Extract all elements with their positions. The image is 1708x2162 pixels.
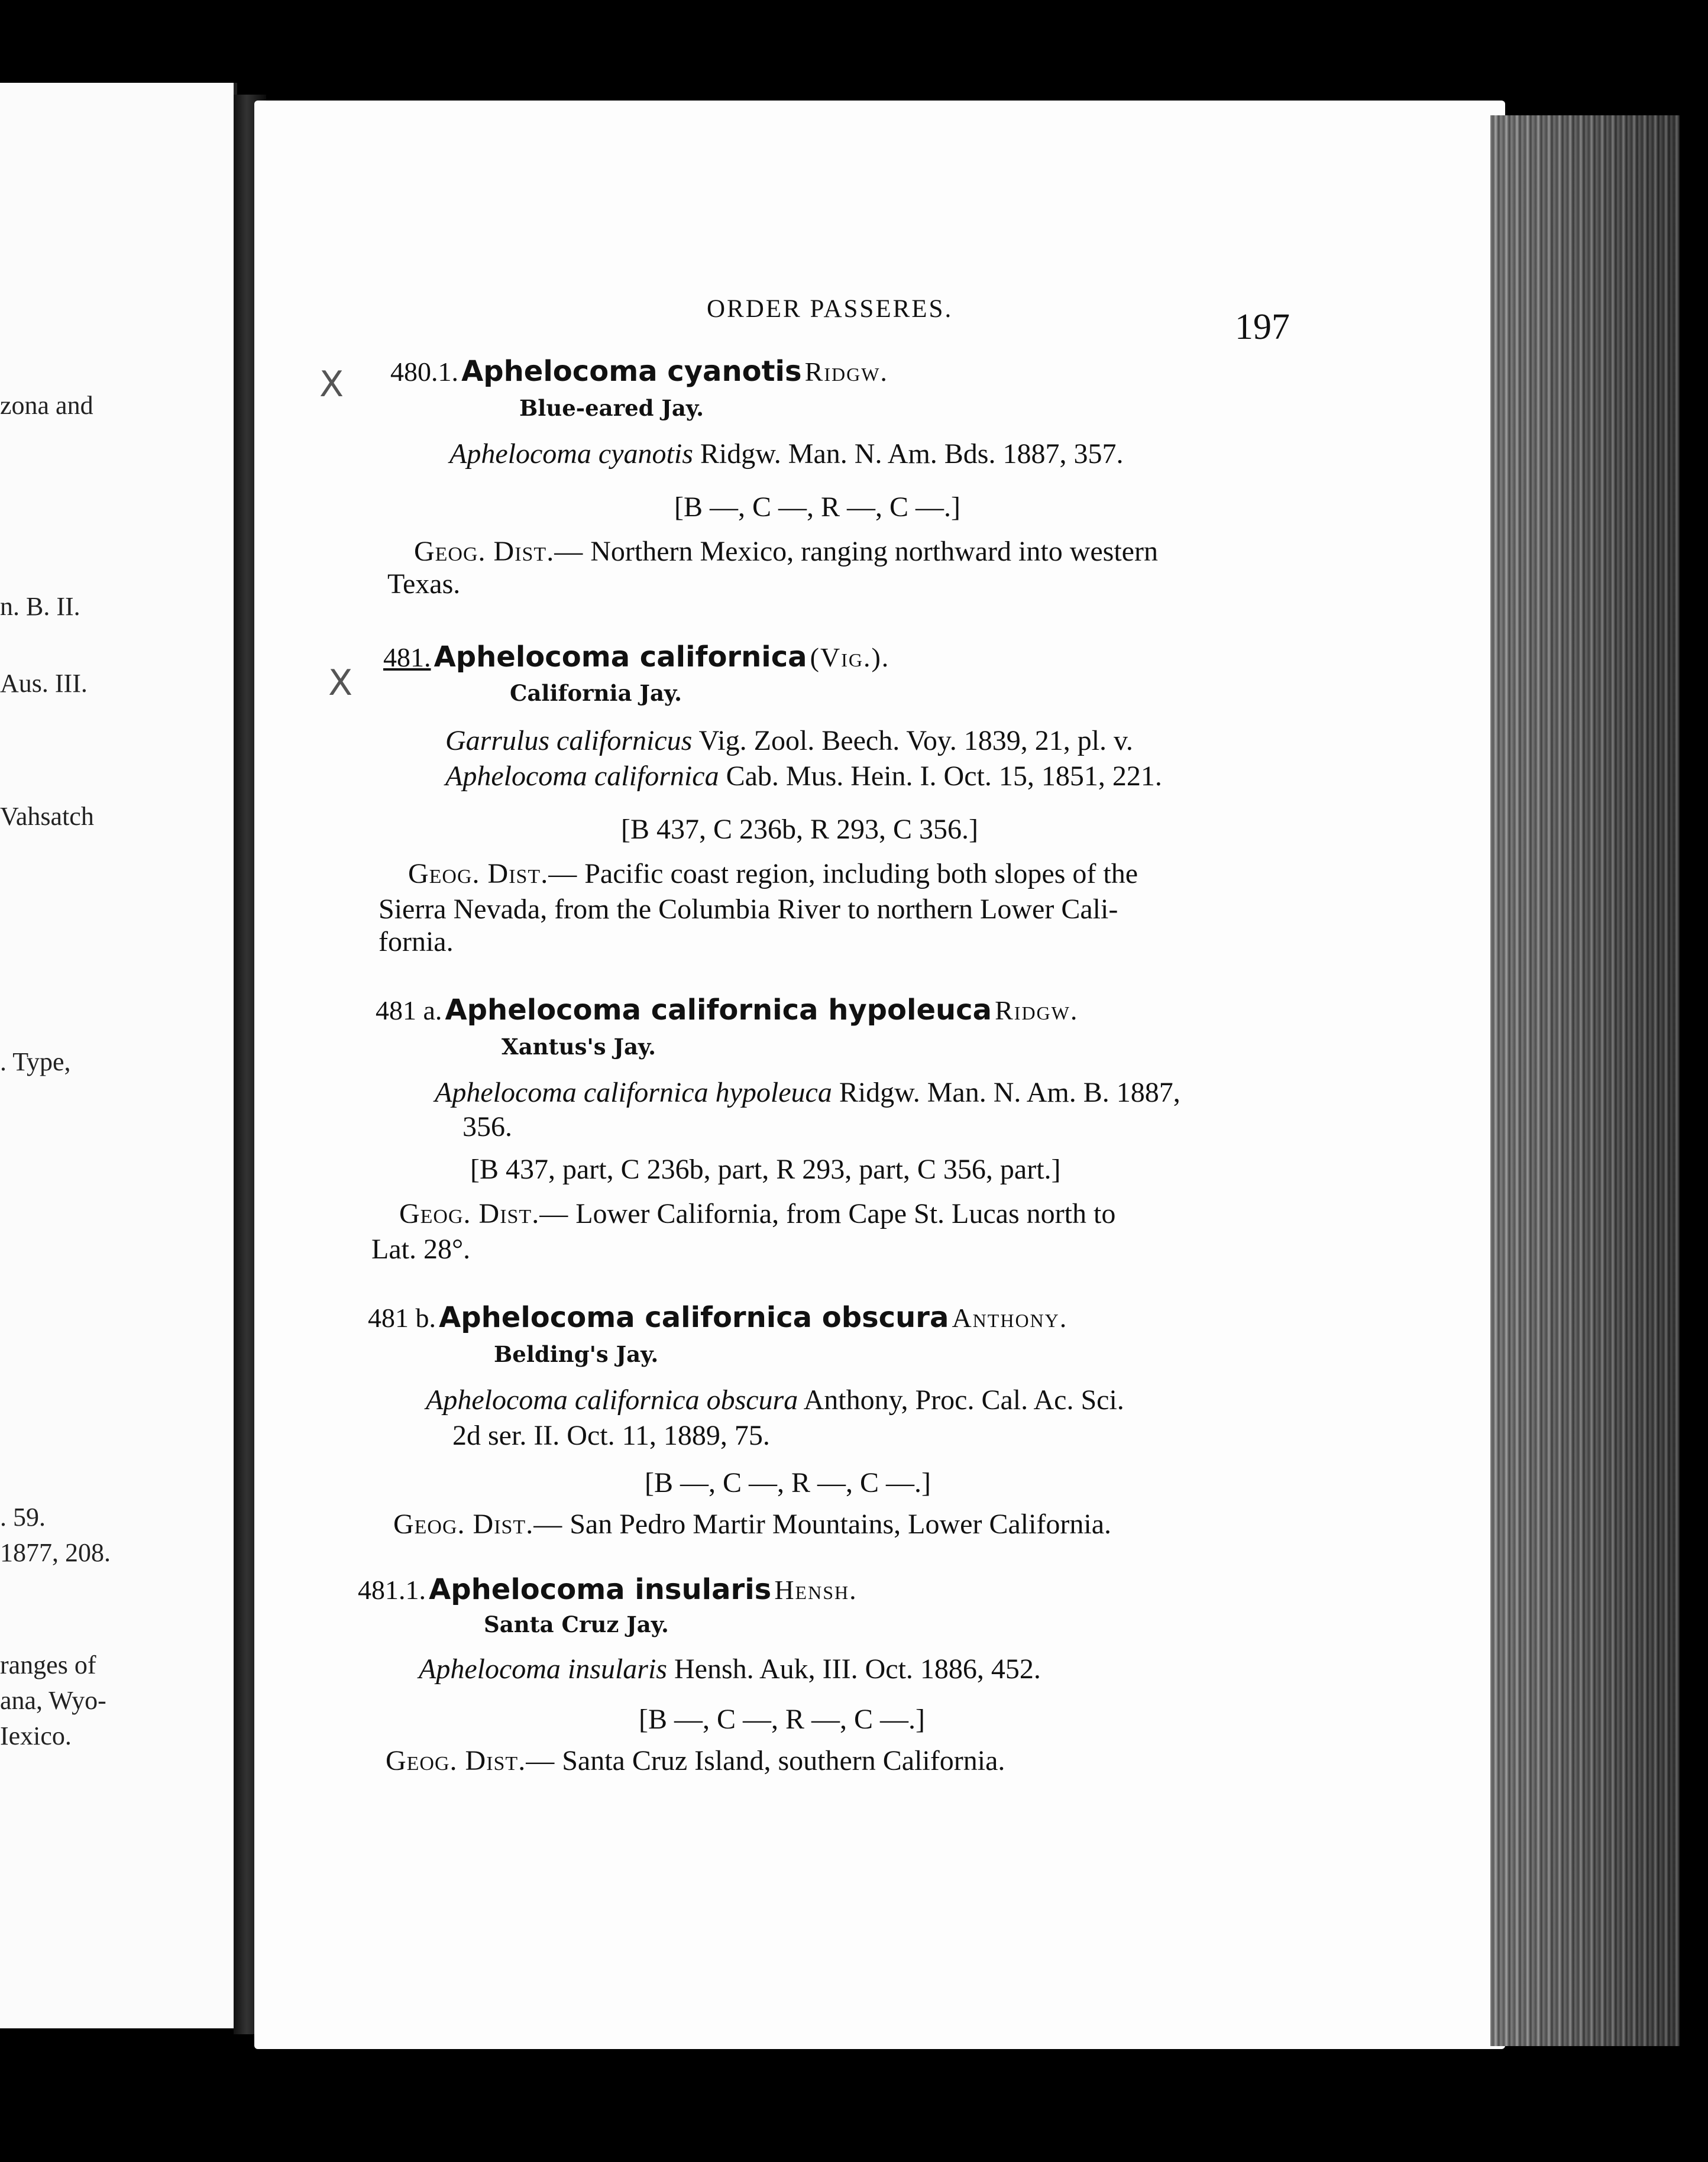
scientific-name: Aphelocoma californica hypoleuca	[445, 993, 992, 1027]
distribution-line: Sierra Nevada, from the Columbia River to northern Lower Cali-	[379, 894, 1118, 925]
margin-x-mark: X	[328, 662, 353, 704]
running-title: ORDER PASSERES.	[707, 295, 953, 323]
left-page-fragment: . 59.	[0, 1503, 46, 1532]
reference-line	[435, 1076, 1180, 1109]
scientific-name: Aphelocoma cyanotis	[461, 355, 802, 388]
reference-continuation: 356.	[462, 1111, 512, 1143]
reference-name: Aphelocoma insularis	[419, 1653, 667, 1685]
page-edges-shade	[1490, 115, 1680, 2046]
distribution-line: Geog. Dist.— San Pedro Martir Mountains, Lower California.	[393, 1509, 1112, 1540]
left-page-fragment: . Type,	[0, 1047, 71, 1076]
scientific-name: Aphelocoma californica	[434, 640, 807, 674]
catalog-codes: [B 437, part, C 236b, part, R 293, part, C 356, part.]	[470, 1154, 1061, 1185]
reference-line	[419, 1653, 1041, 1685]
distribution-label: Geog. Dist.—	[399, 1198, 569, 1229]
distribution-label: Geog. Dist.—	[386, 1745, 555, 1776]
distribution-label: Geog. Dist.—	[393, 1509, 563, 1540]
distribution-line: Lat. 28°.	[371, 1234, 471, 1265]
species-author: (Vig.).	[810, 642, 890, 672]
species-heading	[383, 640, 889, 674]
margin-x-mark: X	[319, 364, 344, 405]
common-name: Blue-eared Jay.	[519, 395, 704, 421]
distribution-line: Geog. Dist.— Lower California, from Cape St. Lucas north to	[399, 1198, 1116, 1229]
scientific-name: Aphelocoma californica obscura	[439, 1301, 949, 1334]
reference-citation: Cab. Mus. Hein. I. Oct. 15, 1851, 221.	[726, 760, 1162, 792]
reference-continuation: 2d ser. II. Oct. 11, 1889, 75.	[452, 1420, 770, 1451]
reference-line	[445, 724, 1133, 757]
reference-citation: Vig. Zool. Beech. Voy. 1839, 21, pl. v.	[698, 725, 1133, 756]
species-author: Hensh.	[774, 1575, 858, 1605]
distribution-line: Texas.	[387, 568, 461, 600]
distribution-line: fornia.	[379, 926, 454, 957]
distribution-line: Geog. Dist.— Santa Cruz Island, southern California.	[386, 1745, 1005, 1776]
catalog-codes: [B —, C —, R —, C —.]	[639, 1704, 926, 1735]
left-page-fragment: Vahsatch	[0, 802, 94, 831]
species-heading	[368, 1301, 1068, 1334]
catalog-codes: [B —, C —, R —, C —.]	[645, 1467, 931, 1498]
catalog-codes: [B 437, C 236b, R 293, C 356.]	[621, 814, 979, 845]
entry-number: 481 a.	[376, 995, 442, 1025]
entry-number: 481 b.	[368, 1303, 436, 1333]
species-author: Ridgw.	[804, 357, 888, 387]
left-facing-page	[0, 83, 237, 2028]
reference-line	[449, 438, 1123, 470]
page-number: 197	[1235, 307, 1290, 347]
catalog-codes: [B —, C —, R —, C —.]	[674, 491, 961, 523]
distribution-label: Geog. Dist.—	[414, 536, 584, 567]
left-page-fragment: 1877, 208.	[0, 1538, 111, 1567]
left-page-fragment: Iexico.	[0, 1721, 72, 1750]
entry-number: 481.	[383, 642, 431, 672]
reference-name: Aphelocoma cyanotis	[449, 438, 693, 470]
left-page-fragment: zona and	[0, 391, 93, 420]
reference-name: Aphelocoma californica obscura	[426, 1384, 798, 1416]
left-page-fragment: ranges of	[0, 1650, 96, 1679]
reference-citation: Hensh. Auk, III. Oct. 1886, 452.	[674, 1653, 1041, 1685]
species-heading	[390, 355, 888, 388]
reference-citation: Ridgw. Man. N. Am. Bds. 1887, 357.	[700, 438, 1124, 470]
entry-number: 481.1.	[358, 1575, 426, 1605]
species-author: Anthony.	[952, 1303, 1068, 1333]
reference-name: Garrulus californicus	[445, 725, 693, 756]
reference-line	[445, 760, 1162, 792]
common-name: Santa Cruz Jay.	[484, 1611, 669, 1637]
species-author: Ridgw.	[995, 995, 1079, 1025]
left-page-fragment: ana, Wyo-	[0, 1686, 106, 1715]
distribution-line: Geog. Dist.— Pacific coast region, including both slopes of the	[408, 858, 1138, 889]
left-page-fragment: n. B. II.	[0, 592, 80, 621]
common-name: California Jay.	[510, 680, 682, 706]
distribution-label: Geog. Dist.—	[408, 858, 578, 889]
reference-name: Aphelocoma californica	[445, 760, 719, 792]
left-page-fragment: Aus. III.	[0, 669, 88, 698]
species-heading	[358, 1573, 858, 1606]
reference-citation: Ridgw. Man. N. Am. B. 1887,	[839, 1077, 1180, 1108]
reference-citation: Anthony, Proc. Cal. Ac. Sci.	[803, 1384, 1124, 1416]
reference-line	[426, 1384, 1124, 1416]
common-name: Belding's Jay.	[494, 1341, 659, 1367]
species-heading	[376, 993, 1078, 1027]
distribution-line: Geog. Dist.— Northern Mexico, ranging northward into western	[414, 536, 1158, 567]
entry-number: 480.1.	[390, 357, 458, 387]
common-name: Xantus's Jay.	[502, 1034, 656, 1060]
scientific-name: Aphelocoma insularis	[429, 1573, 772, 1606]
reference-name: Aphelocoma californica hypoleuca	[435, 1077, 832, 1108]
